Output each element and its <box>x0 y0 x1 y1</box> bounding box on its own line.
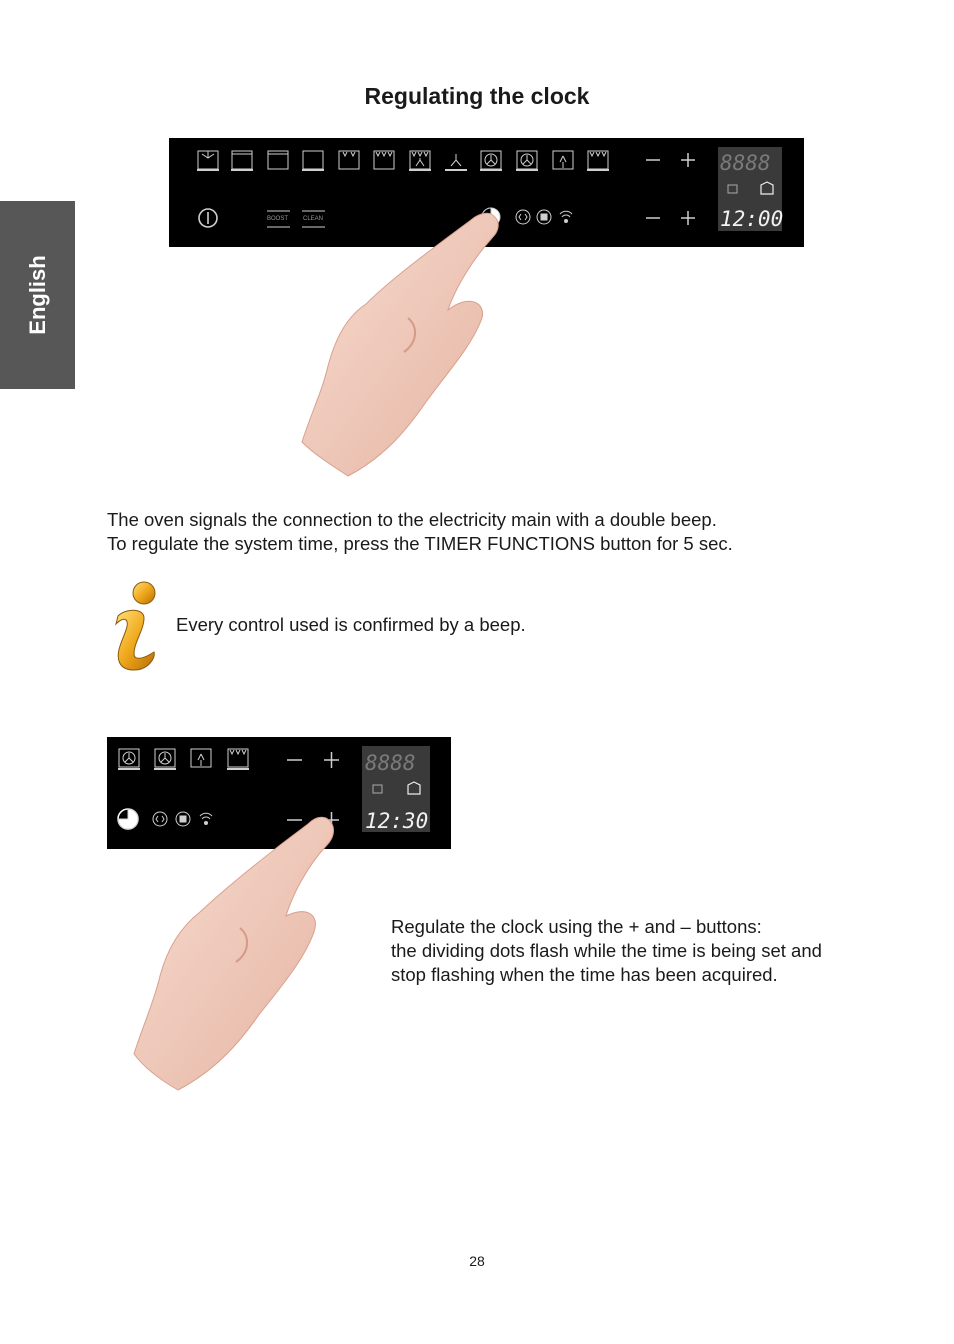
grill-bottom-icon[interactable] <box>587 151 609 170</box>
grill-icon[interactable] <box>339 151 359 169</box>
boost-label: BOOST <box>267 216 289 222</box>
fan-circle-icon[interactable] <box>480 151 502 170</box>
bottom-heat-icon[interactable] <box>302 151 324 170</box>
stop-button-icon[interactable] <box>537 210 551 224</box>
language-tab <box>0 201 75 389</box>
regulate-line-2: the dividing dots flash while the time is being set and <box>391 940 822 961</box>
fan-circle-bottom-icon[interactable] <box>516 151 538 170</box>
fan-grill-icon[interactable] <box>409 151 431 170</box>
info-icon <box>104 578 164 674</box>
plus-button-top[interactable] <box>324 752 339 768</box>
regulate-line-1: Regulate the clock using the + and – buttons: <box>391 916 762 937</box>
plus-button-top[interactable] <box>681 153 695 167</box>
clock-display <box>718 147 783 231</box>
lamp-function-icon[interactable] <box>197 151 219 170</box>
fan-circle-bottom-icon[interactable] <box>154 749 176 769</box>
wifi-icon[interactable] <box>560 211 572 222</box>
info-note: Every control used is confirmed by a beep. <box>176 614 526 635</box>
intro-paragraph-line-1: The oven signals the connection to the electricity main with a double beep. <box>107 509 717 530</box>
page-number: 28 <box>469 1253 485 1269</box>
display-time: 12:30 <box>365 809 429 833</box>
page-title: Regulating the clock <box>364 83 590 109</box>
top-bottom-heat-icon[interactable] <box>231 151 253 170</box>
defrost-icon[interactable] <box>191 749 211 767</box>
double-grill-icon[interactable] <box>374 151 394 169</box>
grill-bottom-icon[interactable] <box>227 749 249 769</box>
top-heat-icon[interactable] <box>268 151 288 169</box>
display-time: 12:00 <box>720 207 784 231</box>
fan-circle-icon[interactable] <box>118 749 140 769</box>
pointing-hand-illustration <box>130 812 344 1094</box>
defrost-icon[interactable] <box>553 151 573 169</box>
display-top-digits: 8888 <box>365 751 416 775</box>
language-label: English <box>24 255 50 335</box>
intro-paragraph-line-2: To regulate the system time, press the TIMER FUNCTIONS button for 5 sec. <box>107 533 733 554</box>
clean-label: CLEAN <box>303 216 324 222</box>
display-top-digits: 8888 <box>720 151 771 175</box>
clock-display <box>362 746 430 833</box>
fan-icon[interactable] <box>445 154 467 170</box>
regulate-line-3: stop flashing when the time has been acquired. <box>391 964 778 985</box>
pointing-hand-illustration <box>296 206 512 482</box>
power-button-icon[interactable] <box>199 209 217 227</box>
plus-button-bottom[interactable] <box>681 211 695 225</box>
left-arrow-button-icon[interactable] <box>516 210 530 224</box>
